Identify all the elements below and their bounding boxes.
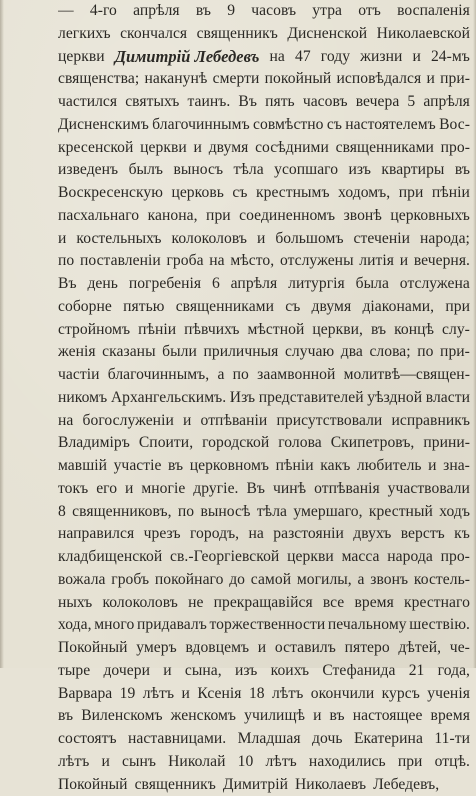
word: и [125, 478, 133, 501]
word: канона, [148, 205, 198, 228]
word: 18 [249, 683, 265, 706]
word: по [178, 501, 194, 524]
word: на [58, 410, 73, 433]
text-line [58, 523, 470, 546]
word: заамвонной [257, 364, 335, 387]
word: 47 [295, 46, 311, 69]
word: Лебедевъ, [373, 774, 439, 796]
page-edge-shadow [0, 0, 4, 668]
text-line [58, 364, 470, 387]
word: настоящее [353, 705, 423, 728]
word: сказаны [102, 341, 155, 364]
word: и [257, 228, 265, 251]
word: церкви [287, 546, 334, 569]
word: умеръ [136, 637, 177, 660]
word: какъ [320, 455, 350, 478]
word: и [400, 250, 408, 273]
text-line [58, 23, 470, 46]
word: отпѣваніи [201, 410, 268, 433]
word: церкви, [312, 319, 363, 342]
word: въ [455, 159, 470, 182]
word: могилы, [297, 569, 352, 592]
text-line [58, 273, 470, 296]
word: лѣтъ [143, 683, 174, 706]
text-line [58, 455, 470, 478]
word: Изъ [230, 387, 255, 410]
word: гроба [166, 250, 203, 273]
word: воспаленія [397, 0, 470, 23]
word: че- [450, 637, 470, 660]
word: легкихъ [58, 23, 111, 46]
word: съ [327, 114, 342, 137]
word: не [188, 592, 203, 615]
word: усопшаго [274, 159, 338, 182]
word: никомъ [58, 387, 107, 410]
word: случаю [285, 341, 334, 364]
word: звонѣ [344, 205, 382, 228]
word: разстояніи [273, 523, 344, 546]
word: дочь [312, 728, 342, 751]
word: изъ [235, 660, 257, 683]
word: жизни [360, 46, 402, 69]
text-line [58, 410, 470, 433]
word: прини- [423, 432, 470, 455]
word: наставницами. [128, 728, 226, 751]
word: стройномъ [58, 319, 130, 342]
word: году [321, 46, 350, 69]
word: апрѣля [133, 0, 180, 23]
text-line [58, 159, 470, 182]
word: училищѣ [244, 705, 305, 728]
word: слу- [442, 319, 470, 342]
word: святыхъ [125, 91, 179, 114]
word: Дисненской [287, 23, 367, 46]
word: женія [58, 341, 96, 364]
word: верстъ [401, 523, 445, 546]
word: 19 [120, 683, 136, 706]
word: звонъ [370, 569, 408, 592]
word: отпѣванія [314, 478, 380, 501]
text-line [58, 68, 470, 91]
word: при [206, 205, 231, 228]
word: и [258, 637, 266, 660]
word: отслужена [400, 273, 470, 296]
word: Въ [238, 91, 257, 114]
word: 6 [212, 273, 220, 296]
word: выносѣ [200, 501, 250, 524]
word: придавалъ [137, 614, 207, 637]
word: были [162, 341, 197, 364]
word: пѣніи [138, 319, 176, 342]
text-line [58, 660, 470, 683]
word: колоколовъ [102, 592, 177, 615]
word: находились [309, 751, 386, 774]
word: гробъ [111, 569, 149, 592]
word: богослуженіи [83, 410, 174, 433]
word: утра [312, 0, 342, 23]
word: кладбищенской [58, 546, 162, 569]
word: 4-го [90, 0, 117, 23]
word: двухъ [353, 523, 391, 546]
word: концѣ [394, 319, 434, 342]
text-line [58, 751, 470, 774]
word: чрезъ [144, 523, 181, 546]
word: священникъ [197, 23, 278, 46]
word: частился [58, 91, 117, 114]
word: время [354, 592, 393, 615]
word: костель- [414, 569, 470, 592]
word: изведенъ [58, 159, 118, 182]
word: сынъ [122, 751, 156, 774]
text-line [58, 501, 470, 524]
word: Виленскомъ [81, 705, 162, 728]
word: — [58, 0, 74, 23]
word: была [356, 273, 389, 296]
word: пять [265, 91, 295, 114]
word: 11-ти [434, 728, 470, 751]
word: и [428, 455, 436, 478]
word: и [182, 683, 190, 706]
word: Николай [168, 751, 225, 774]
word: Владиміръ [58, 432, 130, 455]
word: отцѣ. [435, 751, 470, 774]
word: печальному [328, 614, 407, 637]
word: ходъ [439, 501, 470, 524]
word: по [233, 364, 249, 387]
word: при [445, 296, 470, 319]
word: пятеро [345, 637, 390, 660]
text-line [58, 205, 470, 228]
word: Николаевской [377, 23, 470, 46]
word: шествію. [409, 614, 470, 637]
word: крестнымъ [256, 182, 330, 205]
word: литургія [288, 273, 345, 296]
word: года, [438, 660, 470, 683]
word: Дисненскимъ [58, 114, 149, 137]
word: пѣніи [276, 455, 314, 478]
word: Димитрій [223, 774, 288, 796]
word: и [412, 46, 420, 69]
word: церковныхъ [390, 205, 470, 228]
word: 10 [238, 751, 254, 774]
word: время [431, 705, 470, 728]
text-line [58, 546, 470, 569]
text-line [58, 432, 470, 455]
word: квартиры [381, 159, 444, 182]
word: священства; [58, 68, 139, 91]
word: пасхальнаго [58, 205, 139, 228]
word: лѣтъ [58, 751, 89, 774]
word: на [249, 523, 264, 546]
word: молитвѣ—священ- [344, 364, 470, 387]
word: ныхъ [58, 592, 92, 615]
word: до [229, 569, 245, 592]
text-line [58, 614, 470, 637]
word: многіе [141, 478, 185, 501]
word: масса [342, 546, 380, 569]
word: исправникъ [391, 410, 470, 433]
word: про- [441, 137, 470, 160]
word: участіе [114, 455, 162, 478]
word: погребенія [129, 273, 201, 296]
word: 5 [407, 91, 415, 114]
word: самой [251, 569, 291, 592]
word: сосѣдними [255, 137, 329, 160]
text-line [58, 387, 470, 410]
word: изъ [349, 159, 371, 182]
text-line [58, 728, 470, 751]
word: Въ [58, 273, 77, 296]
text-line [58, 478, 470, 501]
text-line [58, 114, 470, 137]
word: умершаго, [293, 501, 362, 524]
word: при [398, 751, 423, 774]
word: соборне [58, 296, 112, 319]
word: день [87, 273, 118, 296]
word: и [426, 68, 434, 91]
word: вечерня. [414, 250, 470, 273]
word: церкви [58, 46, 105, 69]
word: и [194, 137, 202, 160]
word: народа; [420, 228, 470, 251]
word: Вос- [439, 114, 470, 137]
word: торжественности [210, 614, 326, 637]
word: апрѣля [231, 273, 278, 296]
word: пѣніи [432, 182, 470, 205]
word: въ [168, 455, 183, 478]
word: про- [441, 546, 470, 569]
word: и [58, 228, 66, 251]
word: благочиннымъ, [108, 364, 209, 387]
word: дочери [103, 660, 150, 683]
word: вдовцемъ [185, 637, 249, 660]
article-text [58, 0, 470, 796]
word: Въ [246, 478, 265, 501]
word: вечера [356, 91, 400, 114]
word: Стефанида [322, 660, 395, 683]
word: и [101, 751, 109, 774]
word: городской [202, 432, 269, 455]
word: по [417, 341, 433, 364]
word: двумя [312, 296, 352, 319]
word: при [399, 182, 424, 205]
word: благочиннымъ [152, 114, 250, 137]
word: мавшій [58, 455, 107, 478]
word: 24-мъ [431, 46, 470, 69]
word: большомъ [275, 228, 343, 251]
word: кресенской [58, 137, 133, 160]
text-line [58, 182, 470, 205]
word: частіи [58, 364, 99, 387]
word: Архангельскимъ. [111, 387, 226, 410]
word: отъ [358, 0, 381, 23]
word: власти [426, 387, 470, 410]
word: мѣсто, [230, 250, 274, 273]
text-line [58, 637, 470, 660]
word: народа [387, 546, 433, 569]
word: былъ [129, 159, 163, 182]
word: соединенномъ [239, 205, 335, 228]
word: покойный [265, 68, 332, 91]
emphasized-name: Димитрій Лебедевъ [115, 46, 260, 69]
word: другіе. [193, 478, 238, 501]
word: ученія [427, 683, 470, 706]
text-line [58, 296, 470, 319]
word: пѣвчихъ [184, 319, 239, 342]
word: 9 [227, 0, 235, 23]
word: въ [58, 705, 73, 728]
word: приличныя [203, 341, 278, 364]
word: діаконами, [362, 296, 434, 319]
word: хода, [58, 614, 92, 637]
word: тѣла [257, 501, 287, 524]
text-line [58, 91, 470, 114]
word: церковномъ [190, 455, 269, 478]
word: священниковъ, [72, 501, 171, 524]
text-line [58, 683, 470, 706]
word: а [217, 364, 224, 387]
word: 8 [58, 501, 66, 524]
word: часовъ [303, 91, 348, 114]
word: Покойный [58, 637, 128, 660]
word: любитель [357, 455, 422, 478]
text-line [58, 250, 470, 273]
word: женскомъ [171, 705, 236, 728]
word: 21 [409, 660, 425, 683]
word: окончили [311, 683, 374, 706]
word: на [270, 46, 285, 69]
text-line [58, 46, 470, 69]
word: священникъ [135, 774, 216, 796]
word: оставилъ [275, 637, 336, 660]
text-line [58, 774, 470, 796]
word: сына, [185, 660, 222, 683]
text-line [58, 592, 470, 615]
word: и [313, 705, 321, 728]
word: исповѣдался [337, 68, 422, 91]
word: литія [359, 250, 394, 273]
word: къ [454, 523, 470, 546]
word: дѣтей, [398, 637, 441, 660]
word: состоятъ [58, 728, 117, 751]
word: съ [285, 296, 300, 319]
word: таинъ. [187, 91, 230, 114]
word: голова [278, 432, 322, 455]
word: смерти [213, 68, 260, 91]
word: священниками [336, 137, 434, 160]
text-line [58, 705, 470, 728]
word: слова; [369, 341, 410, 364]
word: два [341, 341, 363, 364]
word: отслужены [280, 250, 354, 273]
text-line [58, 228, 470, 251]
word: священниками [176, 296, 274, 319]
word: Варвара [58, 683, 112, 706]
word: представителей [259, 387, 364, 410]
word: прекращавійся [214, 592, 313, 615]
word: совмѣстно [253, 114, 323, 137]
word: въ [196, 0, 211, 23]
text-line [58, 569, 470, 592]
word: и [163, 660, 171, 683]
word: курсъ [382, 683, 420, 706]
word: много [94, 614, 134, 637]
word: наканунѣ [144, 68, 207, 91]
word: тѣла [234, 159, 264, 182]
word: на [209, 250, 224, 273]
word: мѣстной [247, 319, 304, 342]
word: Николаевъ [295, 774, 366, 796]
text-line [58, 319, 470, 342]
word: костельныхъ [76, 228, 161, 251]
word: присутствовали [276, 410, 382, 433]
word: уѣздной [367, 387, 422, 410]
word: Скипетровъ, [331, 432, 415, 455]
word: городъ, [190, 523, 239, 546]
word: лѣтъ [272, 683, 303, 706]
word: церковь [171, 182, 223, 205]
word: его [96, 478, 117, 501]
word: участвовали [388, 478, 470, 501]
word: пятью [123, 296, 164, 319]
word: зна- [443, 455, 470, 478]
word: направился [58, 523, 134, 546]
word: а [358, 569, 365, 592]
word: двумя [209, 137, 249, 160]
word: коихъ [271, 660, 309, 683]
word: при- [440, 68, 470, 91]
word: стеченіи [354, 228, 410, 251]
word: выносъ [173, 159, 223, 182]
word: колоколовъ [172, 228, 247, 251]
word: все [323, 592, 344, 615]
word: вожала [58, 569, 106, 592]
word: ходомъ, [338, 182, 390, 205]
text-line [58, 0, 470, 23]
word: лѣтъ [265, 751, 296, 774]
word: тыре [58, 660, 90, 683]
word: покойнаго [155, 569, 224, 592]
word: Споити, [139, 432, 193, 455]
word: и [183, 410, 191, 433]
word: Младшая [238, 728, 301, 751]
word: въ [330, 705, 345, 728]
word: настоятелемъ [345, 114, 435, 137]
word: апрѣля [423, 91, 470, 114]
word: чинѣ [273, 478, 306, 501]
word: съ [232, 182, 247, 205]
word: въ [371, 319, 386, 342]
word: токъ [58, 478, 88, 501]
text-line [58, 137, 470, 160]
word: поставленіи [80, 250, 161, 273]
word: церкви [140, 137, 187, 160]
word: Екатерина [354, 728, 423, 751]
word: по [58, 250, 74, 273]
word: Ксенія [197, 683, 241, 706]
word: при- [440, 341, 470, 364]
word: часовъ [251, 0, 296, 23]
word: скончался [120, 23, 187, 46]
word: Покойный [58, 774, 128, 796]
text-line [58, 341, 470, 364]
word: Воскресенскую [58, 182, 163, 205]
word: св.-Георгіевской [170, 546, 279, 569]
word: крестнаго [404, 592, 470, 615]
word: крестный [369, 501, 433, 524]
